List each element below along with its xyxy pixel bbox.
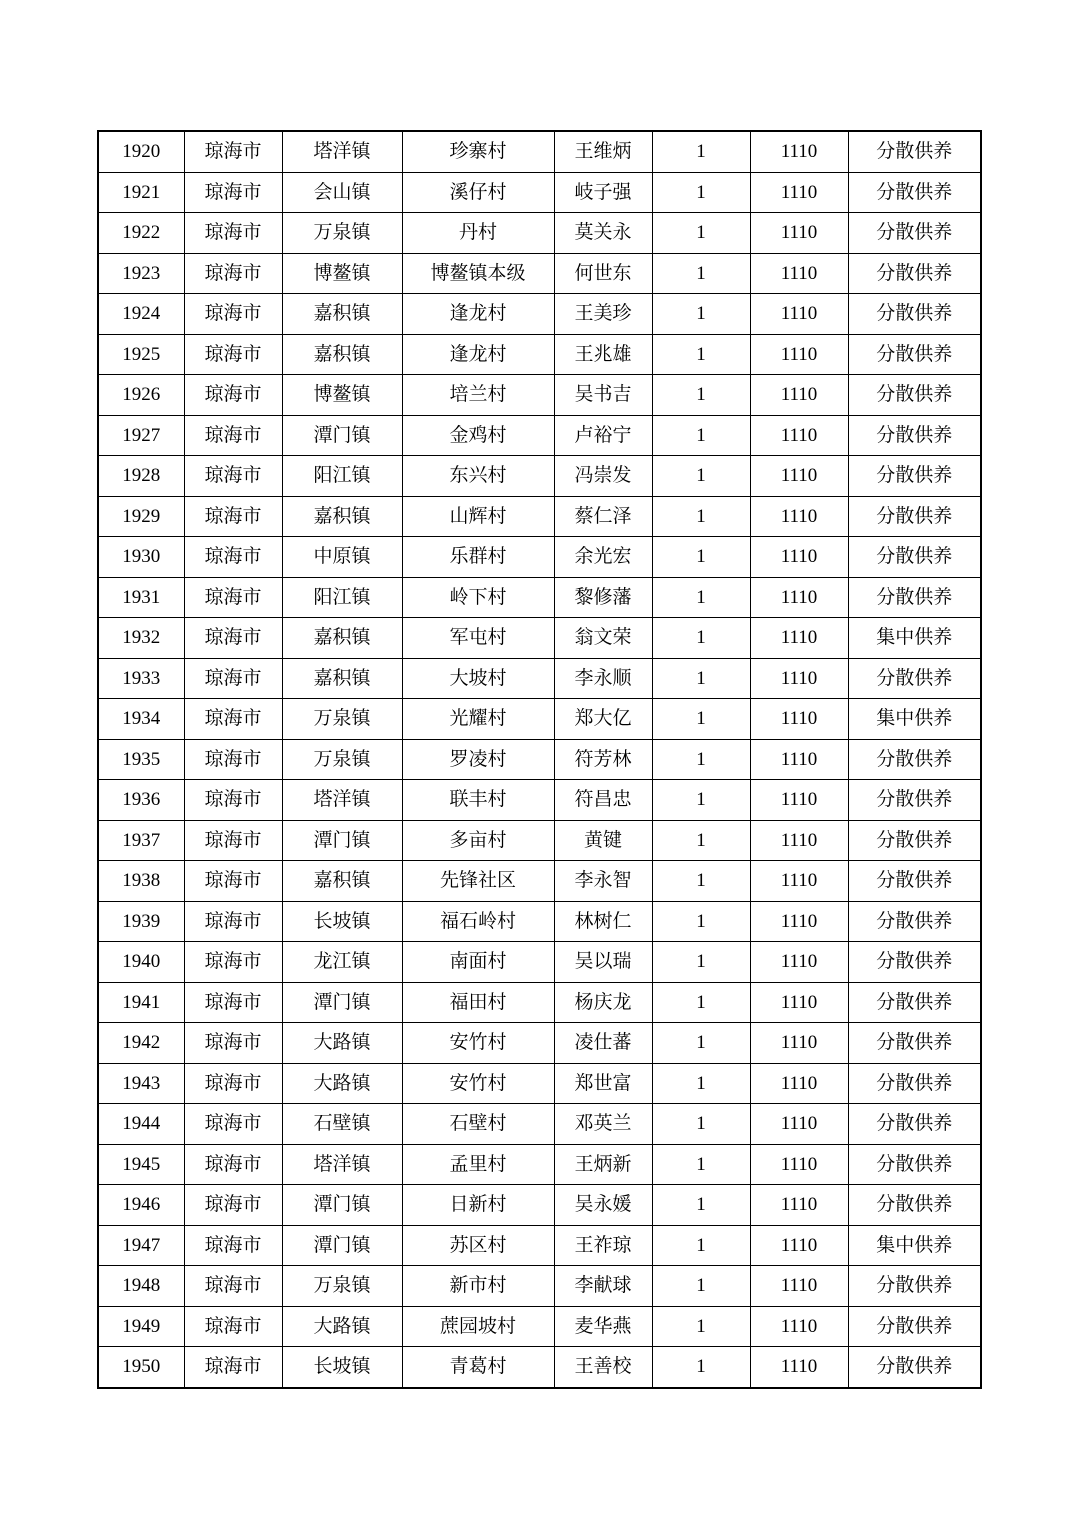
cell-count: 1 xyxy=(652,537,750,578)
table-row xyxy=(98,213,981,254)
cell-city: 琼海市 xyxy=(184,172,282,213)
cell-person-name: 翁文荣 xyxy=(554,618,652,659)
cell-village: 青葛村 xyxy=(402,1347,554,1388)
cell-town: 嘉积镇 xyxy=(282,618,402,659)
cell-amount: 1110 xyxy=(750,1185,848,1226)
cell-support-type: 分散供养 xyxy=(848,658,981,699)
cell-person-name: 王兆雄 xyxy=(554,334,652,375)
cell-serial-number: 1934 xyxy=(98,699,184,740)
cell-serial-number: 1922 xyxy=(98,213,184,254)
cell-village: 培兰村 xyxy=(402,375,554,416)
cell-person-name: 凌仕蕃 xyxy=(554,1023,652,1064)
cell-person-name: 郑世富 xyxy=(554,1063,652,1104)
cell-city: 琼海市 xyxy=(184,861,282,902)
cell-support-type: 分散供养 xyxy=(848,1104,981,1145)
cell-town: 石壁镇 xyxy=(282,1104,402,1145)
cell-person-name: 黎修藩 xyxy=(554,577,652,618)
cell-support-type: 分散供养 xyxy=(848,172,981,213)
cell-village: 军屯村 xyxy=(402,618,554,659)
cell-support-type: 分散供养 xyxy=(848,537,981,578)
cell-town: 长坡镇 xyxy=(282,1347,402,1388)
cell-support-type: 分散供养 xyxy=(848,253,981,294)
cell-amount: 1110 xyxy=(750,699,848,740)
cell-support-type: 分散供养 xyxy=(848,942,981,983)
cell-city: 琼海市 xyxy=(184,131,282,172)
cell-amount: 1110 xyxy=(750,1063,848,1104)
cell-village: 先锋社区 xyxy=(402,861,554,902)
cell-amount: 1110 xyxy=(750,172,848,213)
cell-city: 琼海市 xyxy=(184,375,282,416)
cell-support-type: 分散供养 xyxy=(848,1185,981,1226)
cell-town: 万泉镇 xyxy=(282,1266,402,1307)
cell-village: 福石岭村 xyxy=(402,901,554,942)
cell-village: 日新村 xyxy=(402,1185,554,1226)
cell-count: 1 xyxy=(652,699,750,740)
table-row xyxy=(98,253,981,294)
cell-support-type: 分散供养 xyxy=(848,780,981,821)
cell-count: 1 xyxy=(652,739,750,780)
cell-city: 琼海市 xyxy=(184,1063,282,1104)
cell-count: 1 xyxy=(652,496,750,537)
cell-person-name: 李献球 xyxy=(554,1266,652,1307)
cell-support-type: 分散供养 xyxy=(848,415,981,456)
cell-amount: 1110 xyxy=(750,537,848,578)
cell-village: 溪仔村 xyxy=(402,172,554,213)
cell-support-type: 分散供养 xyxy=(848,739,981,780)
cell-serial-number: 1926 xyxy=(98,375,184,416)
cell-count: 1 xyxy=(652,982,750,1023)
cell-person-name: 郑大亿 xyxy=(554,699,652,740)
cell-city: 琼海市 xyxy=(184,1104,282,1145)
table-row xyxy=(98,861,981,902)
cell-serial-number: 1948 xyxy=(98,1266,184,1307)
cell-amount: 1110 xyxy=(750,253,848,294)
cell-person-name: 李永智 xyxy=(554,861,652,902)
cell-amount: 1110 xyxy=(750,861,848,902)
record-table-body xyxy=(98,131,981,1388)
cell-person-name: 余光宏 xyxy=(554,537,652,578)
cell-city: 琼海市 xyxy=(184,780,282,821)
cell-support-type: 分散供养 xyxy=(848,213,981,254)
cell-count: 1 xyxy=(652,1023,750,1064)
table-row xyxy=(98,456,981,497)
cell-town: 会山镇 xyxy=(282,172,402,213)
cell-serial-number: 1931 xyxy=(98,577,184,618)
cell-support-type: 分散供养 xyxy=(848,496,981,537)
cell-count: 1 xyxy=(652,577,750,618)
cell-count: 1 xyxy=(652,1063,750,1104)
cell-town: 嘉积镇 xyxy=(282,861,402,902)
cell-city: 琼海市 xyxy=(184,213,282,254)
cell-village: 蔗园坡村 xyxy=(402,1306,554,1347)
cell-town: 嘉积镇 xyxy=(282,496,402,537)
cell-person-name: 岐子强 xyxy=(554,172,652,213)
cell-support-type: 集中供养 xyxy=(848,618,981,659)
cell-village: 珍寨村 xyxy=(402,131,554,172)
cell-city: 琼海市 xyxy=(184,618,282,659)
cell-serial-number: 1943 xyxy=(98,1063,184,1104)
cell-serial-number: 1933 xyxy=(98,658,184,699)
cell-person-name: 王祚琼 xyxy=(554,1225,652,1266)
cell-amount: 1110 xyxy=(750,1144,848,1185)
cell-serial-number: 1920 xyxy=(98,131,184,172)
cell-amount: 1110 xyxy=(750,820,848,861)
table-row xyxy=(98,942,981,983)
cell-city: 琼海市 xyxy=(184,537,282,578)
cell-town: 潭门镇 xyxy=(282,1225,402,1266)
cell-serial-number: 1932 xyxy=(98,618,184,659)
cell-city: 琼海市 xyxy=(184,942,282,983)
cell-support-type: 分散供养 xyxy=(848,1063,981,1104)
cell-amount: 1110 xyxy=(750,131,848,172)
table-row xyxy=(98,1306,981,1347)
table-row xyxy=(98,1063,981,1104)
table-row xyxy=(98,496,981,537)
cell-person-name: 卢裕宁 xyxy=(554,415,652,456)
cell-count: 1 xyxy=(652,172,750,213)
table-row xyxy=(98,375,981,416)
cell-support-type: 分散供养 xyxy=(848,1144,981,1185)
cell-count: 1 xyxy=(652,253,750,294)
cell-village: 多亩村 xyxy=(402,820,554,861)
cell-town: 潭门镇 xyxy=(282,1185,402,1226)
cell-serial-number: 1928 xyxy=(98,456,184,497)
cell-town: 嘉积镇 xyxy=(282,334,402,375)
cell-person-name: 杨庆龙 xyxy=(554,982,652,1023)
cell-count: 1 xyxy=(652,861,750,902)
cell-count: 1 xyxy=(652,618,750,659)
cell-serial-number: 1929 xyxy=(98,496,184,537)
cell-person-name: 冯崇发 xyxy=(554,456,652,497)
cell-village: 苏区村 xyxy=(402,1225,554,1266)
cell-village: 新市村 xyxy=(402,1266,554,1307)
cell-person-name: 麦华燕 xyxy=(554,1306,652,1347)
table-row xyxy=(98,1266,981,1307)
cell-amount: 1110 xyxy=(750,739,848,780)
table-row xyxy=(98,1185,981,1226)
cell-town: 中原镇 xyxy=(282,537,402,578)
cell-person-name: 吴永媛 xyxy=(554,1185,652,1226)
cell-village: 石壁村 xyxy=(402,1104,554,1145)
cell-person-name: 符芳林 xyxy=(554,739,652,780)
cell-support-type: 分散供养 xyxy=(848,131,981,172)
cell-town: 万泉镇 xyxy=(282,739,402,780)
table-row xyxy=(98,294,981,335)
cell-village: 山辉村 xyxy=(402,496,554,537)
cell-support-type: 集中供养 xyxy=(848,699,981,740)
cell-person-name: 吴以瑞 xyxy=(554,942,652,983)
cell-city: 琼海市 xyxy=(184,1266,282,1307)
cell-town: 阳江镇 xyxy=(282,577,402,618)
cell-support-type: 分散供养 xyxy=(848,861,981,902)
cell-count: 1 xyxy=(652,1347,750,1388)
table-row xyxy=(98,699,981,740)
cell-village: 光耀村 xyxy=(402,699,554,740)
cell-support-type: 分散供养 xyxy=(848,820,981,861)
cell-serial-number: 1950 xyxy=(98,1347,184,1388)
cell-count: 1 xyxy=(652,1306,750,1347)
table-row xyxy=(98,618,981,659)
cell-support-type: 分散供养 xyxy=(848,334,981,375)
cell-village: 大坡村 xyxy=(402,658,554,699)
cell-serial-number: 1925 xyxy=(98,334,184,375)
table-row xyxy=(98,780,981,821)
cell-city: 琼海市 xyxy=(184,1185,282,1226)
cell-person-name: 莫关永 xyxy=(554,213,652,254)
cell-serial-number: 1935 xyxy=(98,739,184,780)
cell-amount: 1110 xyxy=(750,1347,848,1388)
cell-village: 岭下村 xyxy=(402,577,554,618)
cell-serial-number: 1946 xyxy=(98,1185,184,1226)
cell-person-name: 邓英兰 xyxy=(554,1104,652,1145)
cell-count: 1 xyxy=(652,415,750,456)
cell-amount: 1110 xyxy=(750,982,848,1023)
cell-city: 琼海市 xyxy=(184,699,282,740)
cell-count: 1 xyxy=(652,131,750,172)
cell-amount: 1110 xyxy=(750,415,848,456)
cell-count: 1 xyxy=(652,780,750,821)
cell-village: 联丰村 xyxy=(402,780,554,821)
cell-amount: 1110 xyxy=(750,456,848,497)
cell-town: 潭门镇 xyxy=(282,820,402,861)
cell-town: 大路镇 xyxy=(282,1023,402,1064)
cell-village: 安竹村 xyxy=(402,1023,554,1064)
record-table xyxy=(97,130,982,1389)
cell-city: 琼海市 xyxy=(184,1225,282,1266)
cell-village: 逢龙村 xyxy=(402,334,554,375)
cell-village: 逢龙村 xyxy=(402,294,554,335)
cell-town: 博鳌镇 xyxy=(282,375,402,416)
cell-village: 丹村 xyxy=(402,213,554,254)
cell-serial-number: 1930 xyxy=(98,537,184,578)
cell-city: 琼海市 xyxy=(184,1347,282,1388)
cell-town: 塔洋镇 xyxy=(282,131,402,172)
cell-town: 龙江镇 xyxy=(282,942,402,983)
cell-serial-number: 1939 xyxy=(98,901,184,942)
cell-amount: 1110 xyxy=(750,1225,848,1266)
cell-count: 1 xyxy=(652,1104,750,1145)
cell-town: 潭门镇 xyxy=(282,415,402,456)
cell-person-name: 李永顺 xyxy=(554,658,652,699)
cell-serial-number: 1937 xyxy=(98,820,184,861)
cell-person-name: 王美珍 xyxy=(554,294,652,335)
cell-amount: 1110 xyxy=(750,334,848,375)
cell-village: 南面村 xyxy=(402,942,554,983)
cell-amount: 1110 xyxy=(750,213,848,254)
cell-person-name: 蔡仁泽 xyxy=(554,496,652,537)
cell-count: 1 xyxy=(652,1225,750,1266)
cell-town: 长坡镇 xyxy=(282,901,402,942)
cell-person-name: 王维炳 xyxy=(554,131,652,172)
cell-count: 1 xyxy=(652,901,750,942)
table-row xyxy=(98,1347,981,1388)
table-row xyxy=(98,577,981,618)
cell-person-name: 黄键 xyxy=(554,820,652,861)
cell-town: 万泉镇 xyxy=(282,213,402,254)
table-row xyxy=(98,131,981,172)
cell-city: 琼海市 xyxy=(184,577,282,618)
cell-serial-number: 1949 xyxy=(98,1306,184,1347)
cell-village: 博鳌镇本级 xyxy=(402,253,554,294)
cell-amount: 1110 xyxy=(750,901,848,942)
cell-support-type: 分散供养 xyxy=(848,294,981,335)
cell-city: 琼海市 xyxy=(184,294,282,335)
table-row xyxy=(98,415,981,456)
cell-count: 1 xyxy=(652,1266,750,1307)
cell-city: 琼海市 xyxy=(184,1306,282,1347)
cell-amount: 1110 xyxy=(750,1104,848,1145)
table-row xyxy=(98,1023,981,1064)
table-row xyxy=(98,739,981,780)
cell-person-name: 林树仁 xyxy=(554,901,652,942)
cell-city: 琼海市 xyxy=(184,415,282,456)
table-row xyxy=(98,1225,981,1266)
cell-count: 1 xyxy=(652,1144,750,1185)
cell-support-type: 分散供养 xyxy=(848,375,981,416)
cell-city: 琼海市 xyxy=(184,658,282,699)
cell-support-type: 分散供养 xyxy=(848,901,981,942)
table-row xyxy=(98,172,981,213)
cell-support-type: 分散供养 xyxy=(848,982,981,1023)
cell-city: 琼海市 xyxy=(184,901,282,942)
cell-city: 琼海市 xyxy=(184,456,282,497)
cell-village: 孟里村 xyxy=(402,1144,554,1185)
cell-serial-number: 1923 xyxy=(98,253,184,294)
cell-support-type: 集中供养 xyxy=(848,1225,981,1266)
cell-city: 琼海市 xyxy=(184,739,282,780)
cell-city: 琼海市 xyxy=(184,1144,282,1185)
cell-count: 1 xyxy=(652,375,750,416)
cell-town: 塔洋镇 xyxy=(282,780,402,821)
cell-count: 1 xyxy=(652,942,750,983)
cell-amount: 1110 xyxy=(750,577,848,618)
table-row xyxy=(98,820,981,861)
cell-town: 博鳌镇 xyxy=(282,253,402,294)
cell-amount: 1110 xyxy=(750,942,848,983)
cell-town: 大路镇 xyxy=(282,1306,402,1347)
cell-count: 1 xyxy=(652,456,750,497)
cell-town: 大路镇 xyxy=(282,1063,402,1104)
cell-count: 1 xyxy=(652,334,750,375)
cell-town: 嘉积镇 xyxy=(282,658,402,699)
cell-village: 金鸡村 xyxy=(402,415,554,456)
cell-serial-number: 1924 xyxy=(98,294,184,335)
cell-city: 琼海市 xyxy=(184,982,282,1023)
cell-serial-number: 1927 xyxy=(98,415,184,456)
cell-count: 1 xyxy=(652,294,750,335)
cell-village: 安竹村 xyxy=(402,1063,554,1104)
table-row xyxy=(98,537,981,578)
table-row xyxy=(98,1104,981,1145)
cell-support-type: 分散供养 xyxy=(848,1306,981,1347)
table-row xyxy=(98,658,981,699)
cell-serial-number: 1938 xyxy=(98,861,184,902)
cell-count: 1 xyxy=(652,213,750,254)
cell-amount: 1110 xyxy=(750,375,848,416)
cell-amount: 1110 xyxy=(750,496,848,537)
cell-person-name: 符昌忠 xyxy=(554,780,652,821)
cell-village: 罗凌村 xyxy=(402,739,554,780)
cell-town: 阳江镇 xyxy=(282,456,402,497)
cell-amount: 1110 xyxy=(750,618,848,659)
cell-village: 东兴村 xyxy=(402,456,554,497)
cell-amount: 1110 xyxy=(750,658,848,699)
cell-serial-number: 1941 xyxy=(98,982,184,1023)
table-row xyxy=(98,982,981,1023)
cell-city: 琼海市 xyxy=(184,1023,282,1064)
cell-support-type: 分散供养 xyxy=(848,1023,981,1064)
cell-city: 琼海市 xyxy=(184,253,282,294)
cell-serial-number: 1942 xyxy=(98,1023,184,1064)
cell-amount: 1110 xyxy=(750,780,848,821)
cell-city: 琼海市 xyxy=(184,334,282,375)
cell-village: 乐群村 xyxy=(402,537,554,578)
cell-amount: 1110 xyxy=(750,294,848,335)
cell-person-name: 王炳新 xyxy=(554,1144,652,1185)
cell-town: 嘉积镇 xyxy=(282,294,402,335)
cell-serial-number: 1936 xyxy=(98,780,184,821)
cell-person-name: 吴书吉 xyxy=(554,375,652,416)
cell-count: 1 xyxy=(652,1185,750,1226)
cell-serial-number: 1944 xyxy=(98,1104,184,1145)
cell-town: 万泉镇 xyxy=(282,699,402,740)
cell-amount: 1110 xyxy=(750,1266,848,1307)
table-row xyxy=(98,1144,981,1185)
cell-amount: 1110 xyxy=(750,1306,848,1347)
cell-village: 福田村 xyxy=(402,982,554,1023)
cell-amount: 1110 xyxy=(750,1023,848,1064)
cell-serial-number: 1940 xyxy=(98,942,184,983)
cell-city: 琼海市 xyxy=(184,496,282,537)
cell-person-name: 何世东 xyxy=(554,253,652,294)
cell-town: 潭门镇 xyxy=(282,982,402,1023)
cell-serial-number: 1947 xyxy=(98,1225,184,1266)
cell-serial-number: 1945 xyxy=(98,1144,184,1185)
cell-town: 塔洋镇 xyxy=(282,1144,402,1185)
cell-city: 琼海市 xyxy=(184,820,282,861)
cell-person-name: 王善校 xyxy=(554,1347,652,1388)
cell-count: 1 xyxy=(652,820,750,861)
cell-count: 1 xyxy=(652,658,750,699)
cell-serial-number: 1921 xyxy=(98,172,184,213)
cell-support-type: 分散供养 xyxy=(848,577,981,618)
table-row xyxy=(98,901,981,942)
cell-support-type: 分散供养 xyxy=(848,1347,981,1388)
cell-support-type: 分散供养 xyxy=(848,456,981,497)
table-row xyxy=(98,334,981,375)
cell-support-type: 分散供养 xyxy=(848,1266,981,1307)
